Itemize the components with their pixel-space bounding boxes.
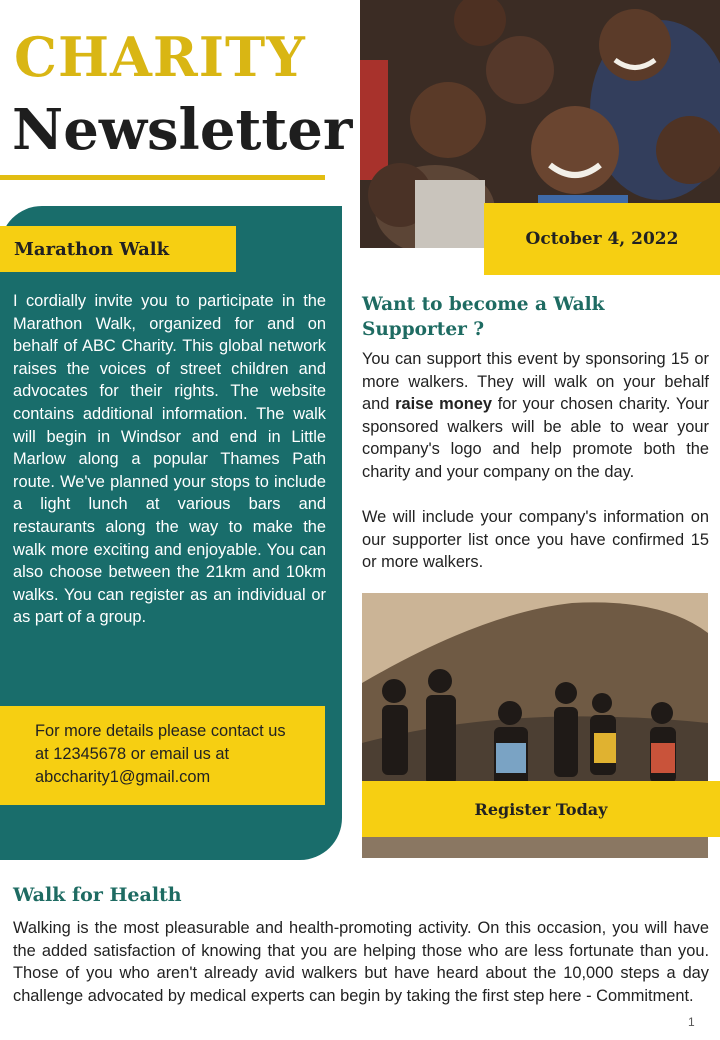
supporter-body-part1: You can support this event by sponsoring 15 or more walkers. They will walk on your behalf and: [362, 350, 709, 414]
supporter-heading: Want to become a Walk Supporter ?: [362, 294, 605, 340]
supporter-body-bold: raise money: [395, 395, 492, 414]
supporter-body-2: We will include your company's information on our supporter list once you have confirmed 15 or more walkers.: [362, 508, 709, 572]
title-newsletter: Newsletter: [12, 97, 353, 163]
title-charity: CHARITY: [14, 25, 306, 89]
page-number: 1: [688, 1015, 695, 1029]
title-divider: [0, 175, 325, 180]
health-heading: Walk for Health: [13, 884, 182, 906]
marathon-heading: Marathon Walk: [0, 226, 236, 272]
supporter-body: [362, 348, 709, 484]
marathon-body: I cordially invite you to participate in the Marathon Walk, organized for and on behalf of ABC Charity. This global network raises the voices of street children and advocates for their rights. The website contains additional information. The walk will begin in Windsor and end in Little Marlow along a popular Thames Path route. We've planned your stops to include a light lunch at various bars and restaurants along the way to make the walk more exciting and enjoyable. You can also choose between the 21km and 10km walks. You can register as an individual or as part of a group.: [13, 292, 326, 627]
date-badge: October 4, 2022: [484, 203, 720, 275]
contact-box: For more details please contact us at 12345678 or email us at abccharity1@gmail.com: [0, 706, 325, 805]
register-button[interactable]: Register Today: [362, 781, 720, 837]
supporter-body-part2: for your chosen charity. Your sponsored walkers will be able to wear your company's logo and help promote both the charity and your company on the day.: [362, 395, 709, 481]
health-body: Walking is the most pleasurable and health-promoting activity. On this occasion, you will have the added satisfaction of knowing that you are helping those who are less fortunate than you. Those of you who aren't already avid walkers but have heard about the 10,000 steps a day challenge advocated by medical experts can begin by taking the first step here - Commitment.: [13, 919, 709, 1005]
